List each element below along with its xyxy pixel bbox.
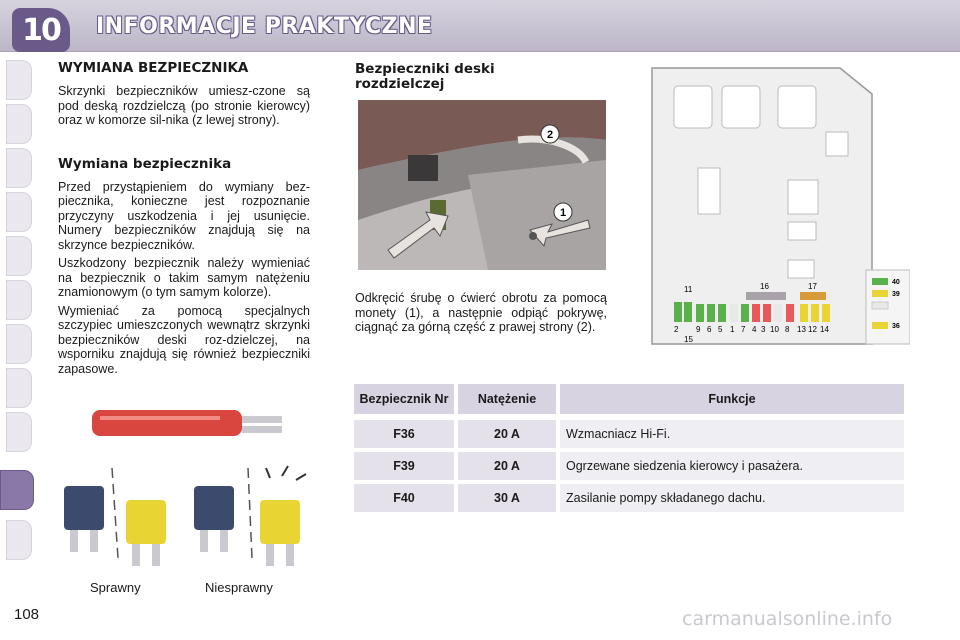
table-row — [354, 420, 904, 448]
amperage-cell: 30 A — [458, 484, 556, 512]
fuse-label: 6 — [707, 325, 712, 334]
intro-paragraph: Skrzynki bezpieczników umiesz-czone są pod deską rozdzielczą (po stronie kierowcy) oraz w komorze sil-nika (z lewej strony). — [58, 84, 310, 127]
fuse-label: 14 — [820, 325, 829, 334]
fuse-label: 36 — [892, 323, 900, 330]
table-row — [354, 484, 904, 512]
table-header-row — [354, 384, 904, 414]
dashboard-illustration — [358, 100, 606, 270]
chapter-number: 10 — [22, 12, 60, 48]
fuse-label: 40 — [892, 279, 900, 286]
caption-blown: Niesprawny — [205, 580, 273, 595]
instruction-paragraph: Odkręcić śrubę o ćwierć obrotu za pomocą monety (1), a następnie odpiąć pokrywę, ciągnąć za górną część z prawej strony (2). — [355, 291, 607, 334]
amperage-cell: 20 A — [458, 420, 556, 448]
side-tab[interactable] — [6, 368, 32, 408]
section-heading: Bezpieczniki deski rozdzielczej — [355, 61, 495, 92]
body-paragraph: Przed przystąpieniem do wymiany bez-piecznika, konieczne jest rozpoznanie przyczyny uszkodzenia i jej usunięcie. Numery bezpieczników znajdują się na skrzynce bezpieczników. — [58, 179, 310, 252]
fuse-label: 9 — [696, 325, 701, 334]
fusebox-diagram — [640, 64, 910, 346]
fuse-label: 12 — [808, 325, 817, 334]
fuse-label: 11 — [684, 285, 693, 294]
side-tab[interactable] — [6, 324, 32, 364]
column-header: Natężenie — [458, 384, 556, 414]
side-tab[interactable] — [6, 192, 32, 232]
fuse-ok-icon — [64, 468, 166, 566]
callout-1-label: 1 — [559, 207, 567, 219]
fuse-blown-icon — [194, 466, 306, 566]
function-cell: Wzmacniacz Hi-Fi. — [560, 420, 904, 448]
body-paragraph: Uszkodzony bezpiecznik należy wymieniać na bezpiecznik o takim samym natężeniu znamionowym (o tym samym kolorze). — [58, 256, 310, 299]
function-cell: Zasilanie pompy składanego dachu. — [560, 484, 904, 512]
fuse-label: 7 — [741, 325, 746, 334]
body-paragraph: Wymieniać za pomocą specjalnych szczypiec umieszczonych wewnątrz skrzynki bezpieczników deski roz-dzielczej, na wsporniku znajdują się również bezpieczniki zapasowe. — [58, 303, 310, 376]
subsection-heading: Wymiana bezpiecznika — [58, 155, 232, 172]
side-tab[interactable] — [6, 148, 32, 188]
fuse-label: 16 — [760, 282, 769, 291]
left-column — [58, 60, 310, 380]
page-number: 108 — [14, 606, 40, 623]
side-tab[interactable] — [6, 412, 32, 452]
fuse-number-cell: F40 — [354, 484, 454, 512]
fuse-label: 3 — [761, 325, 766, 334]
fuse-pliers-illustration — [52, 398, 314, 576]
side-tab[interactable] — [6, 104, 32, 144]
column-header: Bezpiecznik Nr — [354, 384, 454, 414]
side-tab[interactable] — [6, 236, 32, 276]
fuse-number-cell: F36 — [354, 420, 454, 448]
fuse-label: 1 — [730, 325, 735, 334]
table-row — [354, 452, 904, 480]
fuse-table — [354, 384, 904, 516]
column-header: Funkcje — [560, 384, 904, 414]
pliers-icon — [92, 410, 242, 436]
section-heading: WYMIANA BEZPIECZNIKA — [58, 60, 249, 76]
fuse-label: 2 — [674, 325, 679, 334]
fuse-label: 17 — [808, 282, 817, 291]
fuse-label: 8 — [785, 325, 790, 334]
fuse-label: 13 — [797, 325, 806, 334]
side-tab-active[interactable] — [0, 470, 34, 510]
chapter-badge — [12, 8, 70, 52]
middle-column — [355, 62, 607, 92]
fuse-number-cell: F39 — [354, 452, 454, 480]
callout-2-label: 2 — [546, 129, 554, 141]
fuse-label: 39 — [892, 291, 900, 298]
chapter-header — [0, 0, 960, 52]
side-tab[interactable] — [6, 60, 32, 100]
chapter-title: INFORMACJE PRAKTYCZNE — [96, 14, 433, 39]
side-tab[interactable] — [6, 520, 32, 560]
fuse-label: 10 — [770, 325, 779, 334]
fuse-label: 15 — [684, 335, 693, 344]
amperage-cell: 20 A — [458, 452, 556, 480]
caption-ok: Sprawny — [90, 580, 141, 595]
fuse-label: 4 — [752, 325, 757, 334]
watermark: carmanualsonline.info — [682, 608, 893, 630]
fuse-label: 5 — [718, 325, 723, 334]
side-tab[interactable] — [6, 280, 32, 320]
chapter-side-tabs — [0, 60, 34, 580]
function-cell: Ogrzewane siedzenia kierowcy i pasażera. — [560, 452, 904, 480]
